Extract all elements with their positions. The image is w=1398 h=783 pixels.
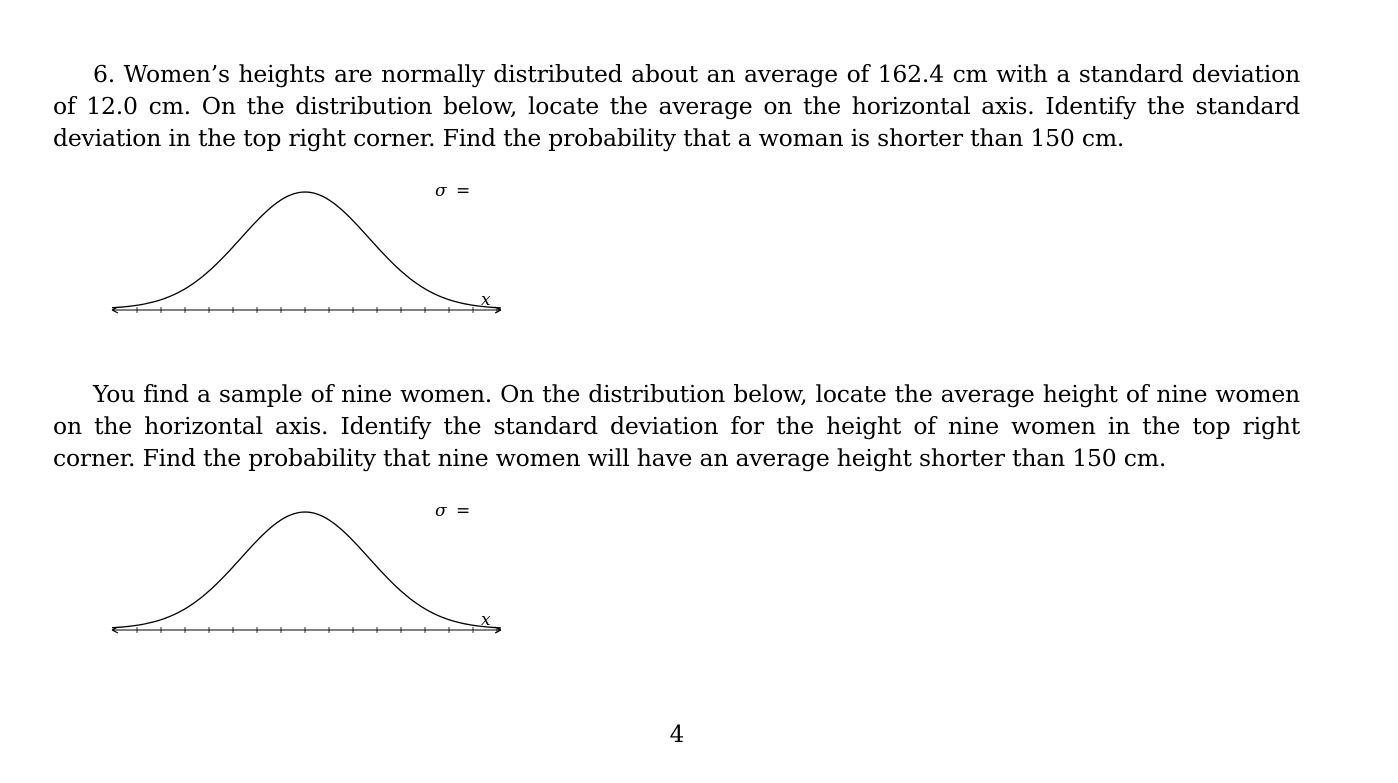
horizontal-axis xyxy=(112,627,501,633)
bell-curve xyxy=(112,512,501,628)
page-number: 4 xyxy=(669,722,685,748)
x-axis-label: x xyxy=(481,610,491,630)
sigma-symbol: σ xyxy=(435,181,447,201)
normal-distribution-diagram-2 xyxy=(105,496,515,636)
normal-distribution-diagram-1 xyxy=(105,176,515,316)
sigma-equals: = xyxy=(456,501,471,521)
sigma-equals: = xyxy=(456,181,471,201)
sigma-symbol: σ xyxy=(435,501,447,521)
horizontal-axis xyxy=(112,307,501,313)
x-axis-label: x xyxy=(481,290,491,310)
sigma-label xyxy=(435,181,470,201)
problem-6-paragraph: 6. Women’s heights are normally distributed about an average of 162.4 cm with a standard deviation of 12.0 cm. On the distribution below, locate the average on the horizontal axis. Identify the standard deviation in the top right corner. Find the probability that a woman is shorter than 150 cm. xyxy=(53,60,1300,152)
sample-of-nine-paragraph: You find a sample of nine women. On the distribution below, locate the average height of nine women on the horizontal axis. Identify the standard deviation for the height of nine women in the top right corner. Find the probability that nine women will have an average height shorter than 150 cm. xyxy=(53,380,1300,472)
bell-curve xyxy=(112,192,501,308)
sigma-label xyxy=(435,501,470,521)
